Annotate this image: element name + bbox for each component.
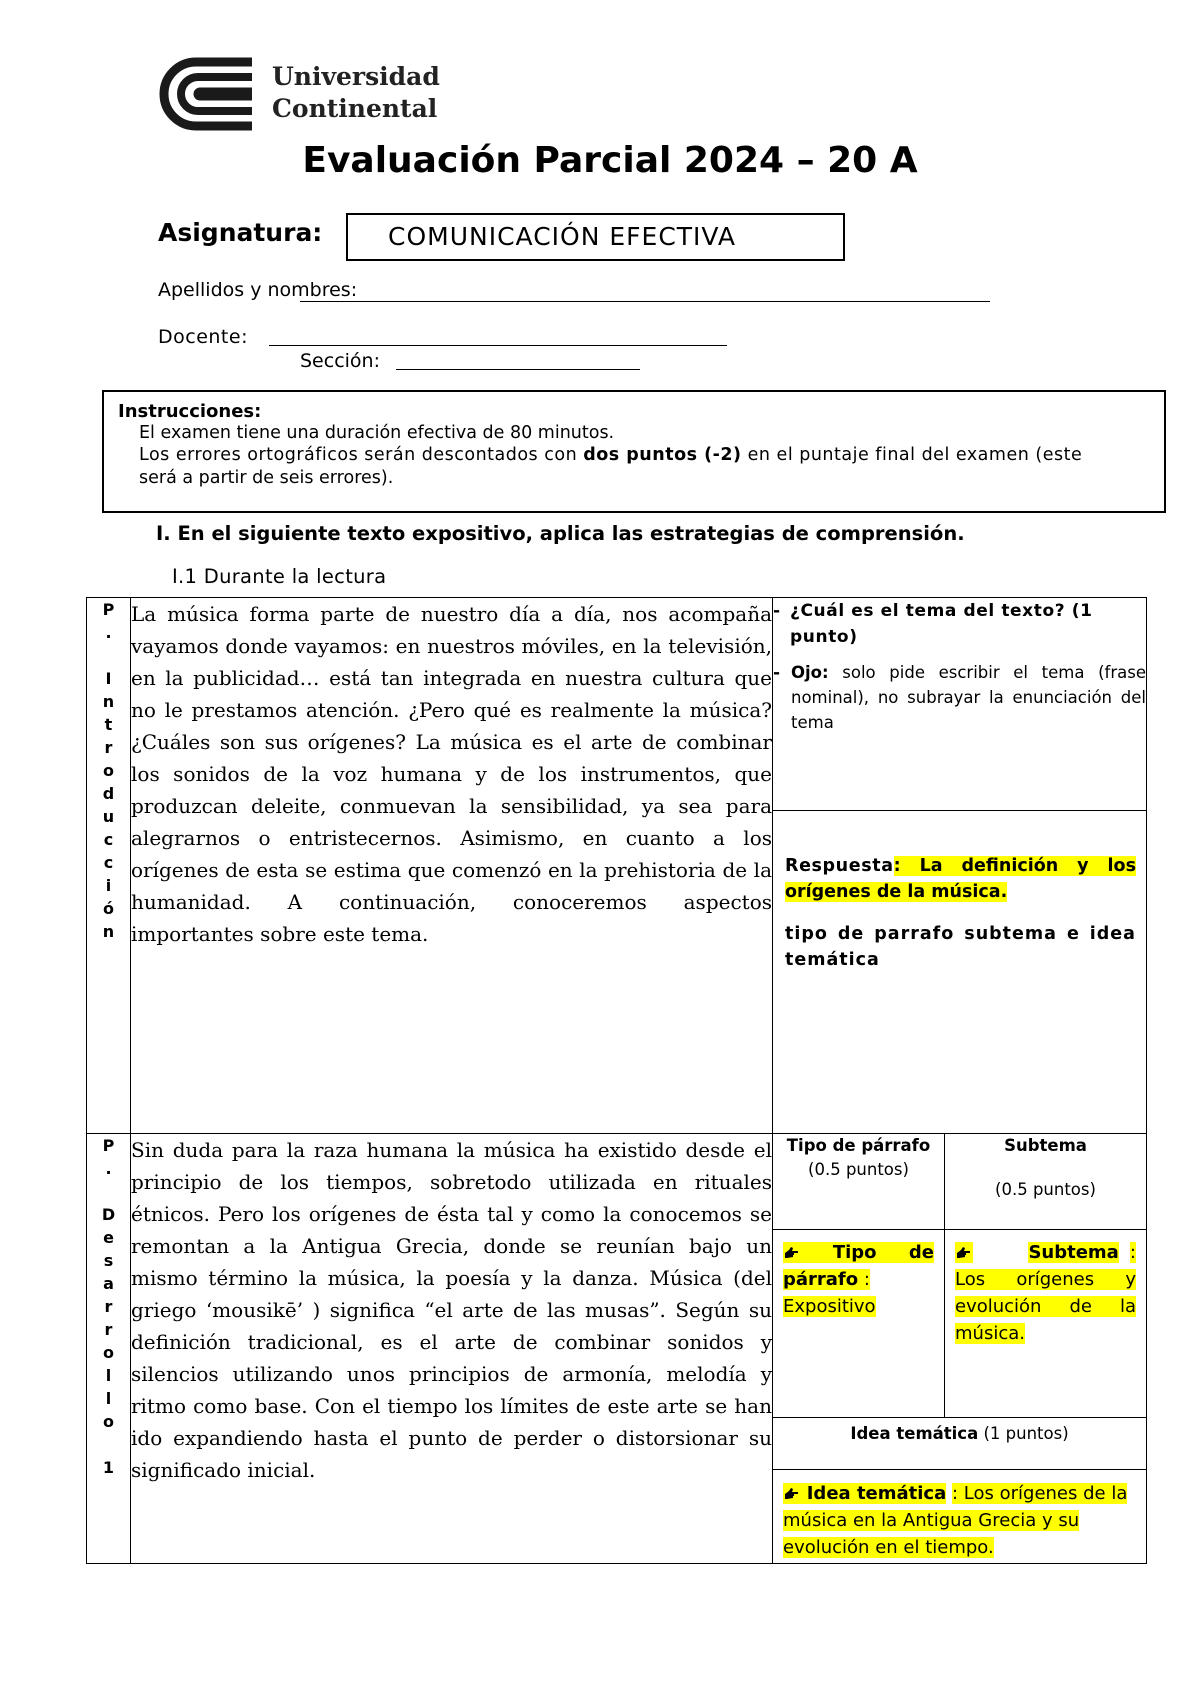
vertical-letter: i (105, 876, 112, 895)
asignatura-value: COMUNICACIÓN EFECTIVA (346, 213, 845, 261)
tipo-label: Tipo de párrafo (783, 1242, 934, 1290)
question2: - Ojo: solo pide escribir el tema (frase nominal), no subrayar la enunciación del tema (773, 660, 1146, 735)
question1: - ¿Cuál es el tema del texto? (1 punto) (773, 598, 1146, 650)
vertical-letter: u (102, 807, 115, 826)
tipo-header (773, 1134, 945, 1230)
vertical-letter: D (101, 1205, 116, 1224)
tipo-answer: Tipo de párrafo : Expositivo (783, 1242, 934, 1317)
seccion-field[interactable] (396, 369, 640, 370)
tipo-header-bold: Tipo de párrafo (786, 1136, 931, 1155)
vertical-letter: o (103, 1343, 114, 1362)
apellidos-label: Apellidos y nombres: (158, 279, 358, 301)
vertical-letter: r (104, 738, 113, 757)
vertical-letter: P (102, 600, 115, 619)
vertical-letter: o (103, 1412, 114, 1431)
paragraph-label-intro (87, 598, 131, 1134)
paragraph-note: tipo de parrafo subtema e idea temática (785, 924, 1136, 970)
docente-label: Docente: (158, 326, 248, 348)
vertical-letter: s (103, 1251, 114, 1270)
asignatura-label: Asignatura: (158, 218, 323, 247)
vertical-letter: l (105, 1389, 112, 1408)
question-cell (773, 598, 1147, 811)
answer-marker (955, 1242, 973, 1263)
subtema-value: Los orígenes y evolución de la música. (955, 1269, 1136, 1344)
vertical-letter: r (104, 1320, 113, 1339)
subtema-header (945, 1134, 1147, 1230)
idea-header-bold: Idea temática (850, 1424, 979, 1443)
vertical-letter: r (104, 1297, 113, 1316)
vertical-letter: P (102, 1136, 115, 1155)
subtema-label: Subtema (1028, 1242, 1119, 1263)
idea-label: Idea temática (806, 1483, 947, 1504)
vertical-letter: 1 (102, 1458, 115, 1477)
answer-label: Respuesta (785, 856, 894, 876)
vertical-letter: o (103, 761, 114, 780)
logo-line2: Continental (272, 94, 438, 123)
paragraph-label-desarrollo (87, 1134, 131, 1564)
subtema-header-points: (0.5 puntos) (995, 1180, 1096, 1199)
answer-colon: : (893, 856, 901, 876)
pencil-hand-icon (955, 1244, 973, 1260)
vertical-letter: l (105, 1366, 112, 1385)
instructions-line2-bold: dos puntos (-2) (583, 445, 742, 465)
vertical-letter: . (105, 623, 112, 642)
vertical-letter: d (102, 784, 115, 803)
vertical-letter: c (103, 830, 114, 849)
vertical-letter (87, 1180, 130, 1203)
page-title: Evaluación Parcial 2024 – 20 A (302, 140, 918, 181)
section-subheading: I.1 Durante la lectura (172, 565, 387, 588)
apellidos-field[interactable] (300, 301, 990, 302)
idea-header-points: (1 puntos) (978, 1424, 1069, 1443)
reading-text-intro: La música forma parte de nuestro día a día, nos acompaña vayamos donde vayamos: en nuestros móviles, en la televisión, en la publicidad… está tan integrada en nuestra cultura que no le prestamos atención. ¿Pero qué es realmente la música? ¿Cuáles son sus orígenes? La música es el arte de combinar los sonidos de la voz humana y de los instrumentos, que produzcan deleite, conmuevan la sensibilidad, ya sea para alegrarnos o entristecernos. Asimismo, en cuanto a los orígenes de esta se estima que comenzó en la prehistoria de la humanidad. A continuación, conoceremos aspectos importantes sobre este tema. (131, 598, 773, 1134)
tipo-header-points: (0.5 puntos) (808, 1160, 909, 1179)
tipo-answer-cell (773, 1230, 945, 1418)
instructions-heading: Instrucciones: (118, 401, 262, 422)
question1-text: ¿Cuál es el tema del texto? (1 punto) (790, 601, 1093, 647)
answer-value: La definición y los orígenes de la música. (785, 856, 1136, 902)
reading-table (86, 597, 1147, 1564)
vertical-letter (87, 1433, 130, 1456)
seccion-label: Sección: (300, 350, 380, 372)
vertical-letter: . (105, 1159, 112, 1178)
instructions-line1: El examen tiene una duración efectiva de 80 minutos. (139, 423, 615, 443)
vertical-label (87, 598, 130, 943)
question2-text (791, 660, 1146, 735)
instructions-box (102, 390, 1166, 513)
reading-text-desarrollo: Sin duda para la raza humana la música ha existido desde el principio de los tiempos, sobretodo utilizada en rituales étnicos. Pero los orígenes de ésta tal y como la conocemos se remontan a la Antigua Grecia, donde se reunían bajo un mismo término la música, la poesía y la danza. Música (del griego ‘mousikē’ ) significa “el arte de las musas”. Según su definición tradicional, es el arte de combinar sonidos y silencios utilizando unos principios de armonía, melodía y ritmo como base. Con el tiempo los límites de este arte se han ido expandiendo hasta el punto de perder o distorsionar su significado inicial. (131, 1134, 773, 1564)
subtema-header-title: Subtema (1004, 1136, 1087, 1155)
vertical-letter: ó (103, 899, 114, 918)
instructions-line2-post: en el puntaje final del examen (este (741, 445, 1083, 465)
idea-answer: Idea temática : Los orígenes de la música en la Antigua Grecia y su evolución en el tiempo. (783, 1483, 1128, 1558)
logo-line1: Universidad (272, 62, 440, 91)
pencil-hand-icon (783, 1244, 801, 1260)
instructions-line3: será a partir de seis errores). (139, 468, 394, 488)
vertical-letter: n (102, 692, 115, 711)
vertical-letter (87, 644, 130, 667)
instructions-line2 (139, 445, 1152, 465)
pencil-hand-icon (783, 1485, 801, 1501)
vertical-letter: t (104, 715, 113, 734)
idea-answer-cell (773, 1470, 1147, 1564)
subtema-answer: Subtema : Los orígenes y evolución de la música. (955, 1242, 1136, 1344)
subtema-answer-cell (945, 1230, 1147, 1418)
vertical-letter: a (103, 1274, 114, 1293)
continental-logo-icon (156, 56, 256, 132)
answer-marker (783, 1483, 807, 1504)
vertical-letter: n (102, 922, 115, 941)
question2-body: solo pide escribir el tema (frase nominal), no subrayar la enunciación del tema (791, 663, 1146, 732)
vertical-letter: I (105, 669, 112, 688)
answer-text (785, 853, 1136, 905)
idea-value: Los orígenes de la música en la Antigua Grecia y su evolución en el tiempo. (783, 1483, 1128, 1558)
vertical-letter: e (103, 1228, 114, 1247)
vertical-label (87, 1134, 130, 1479)
section-heading: I. En el siguiente texto expositivo, aplica las estrategias de comprensión. (156, 522, 965, 545)
vertical-letter: c (103, 853, 114, 872)
answer-cell (773, 811, 1147, 1134)
instructions-line2-pre: Los errores ortográficos serán descontados con (139, 445, 584, 465)
logo-text (272, 61, 440, 125)
tipo-value: Expositivo (783, 1296, 876, 1317)
university-logo (156, 56, 440, 132)
idea-header (773, 1418, 1147, 1470)
docente-field[interactable] (269, 345, 727, 346)
answer-marker (783, 1242, 833, 1263)
question2-bold: Ojo: (791, 663, 829, 682)
